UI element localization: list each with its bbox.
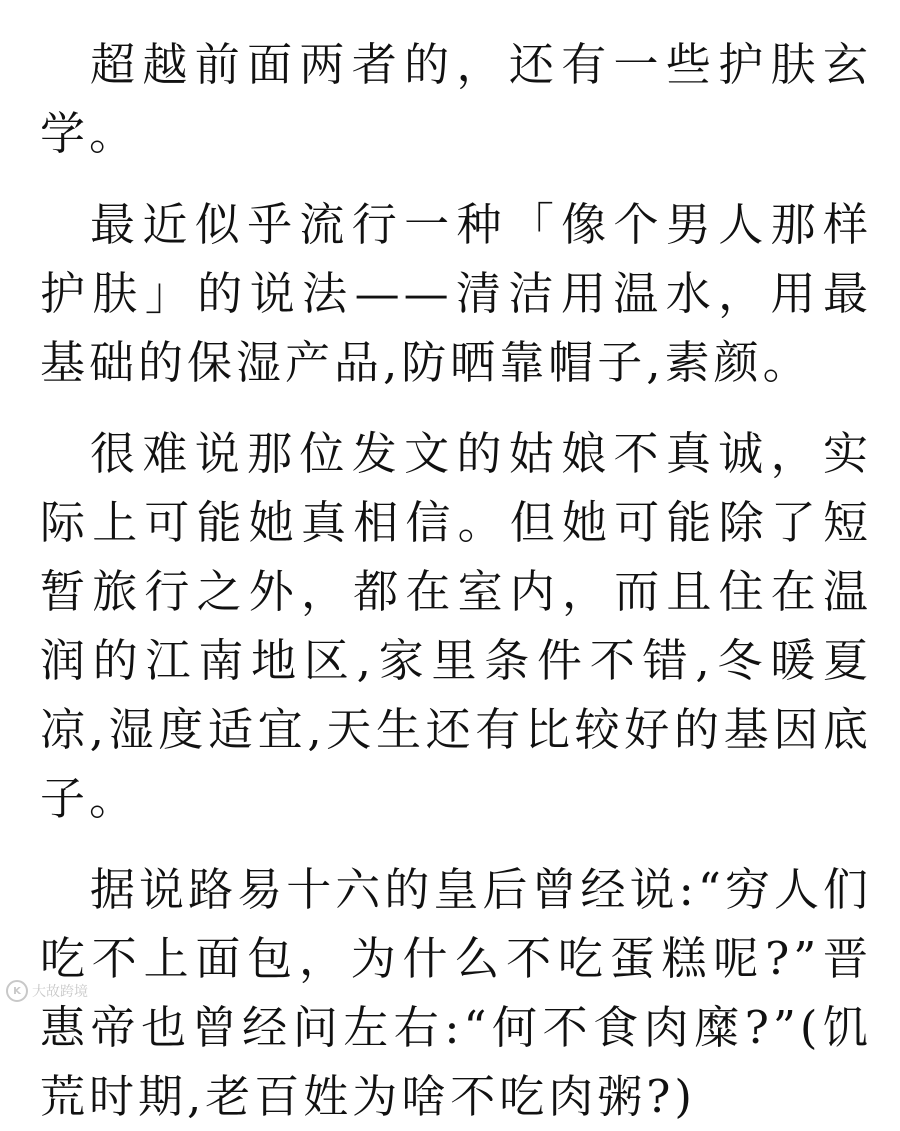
watermark-logo-icon: K [6,980,28,1002]
paragraph-3: 很难说那位发文的姑娘不真诚，实际上可能她真相信。但她可能除了短暂旅行之外，都在室内，而且住在温润的江南地区,家里条件不错,冬暖夏凉,湿度适宜,天生还有比较好的基因底子。 [40,427,872,825]
paragraph-2: 最近似乎流行一种「像个男人那样护肤」的说法——清洁用温水，用最基础的保湿产品,防晒靠帽子,素颜。 [40,198,872,389]
watermark [6,980,88,1002]
paragraph-1: 超越前面两者的，还有一些护肤玄学。 [40,38,872,160]
paragraph-4: 据说路易十六的皇后曾经说:“穷人们吃不上面包，为什么不吃蛋糕呢?”晋惠帝也曾经问左右:“何不食肉糜?”(饥荒时期,老百姓为啥不吃肉粥?) [40,863,872,1123]
watermark-text: 大故跨境 [32,984,88,1000]
